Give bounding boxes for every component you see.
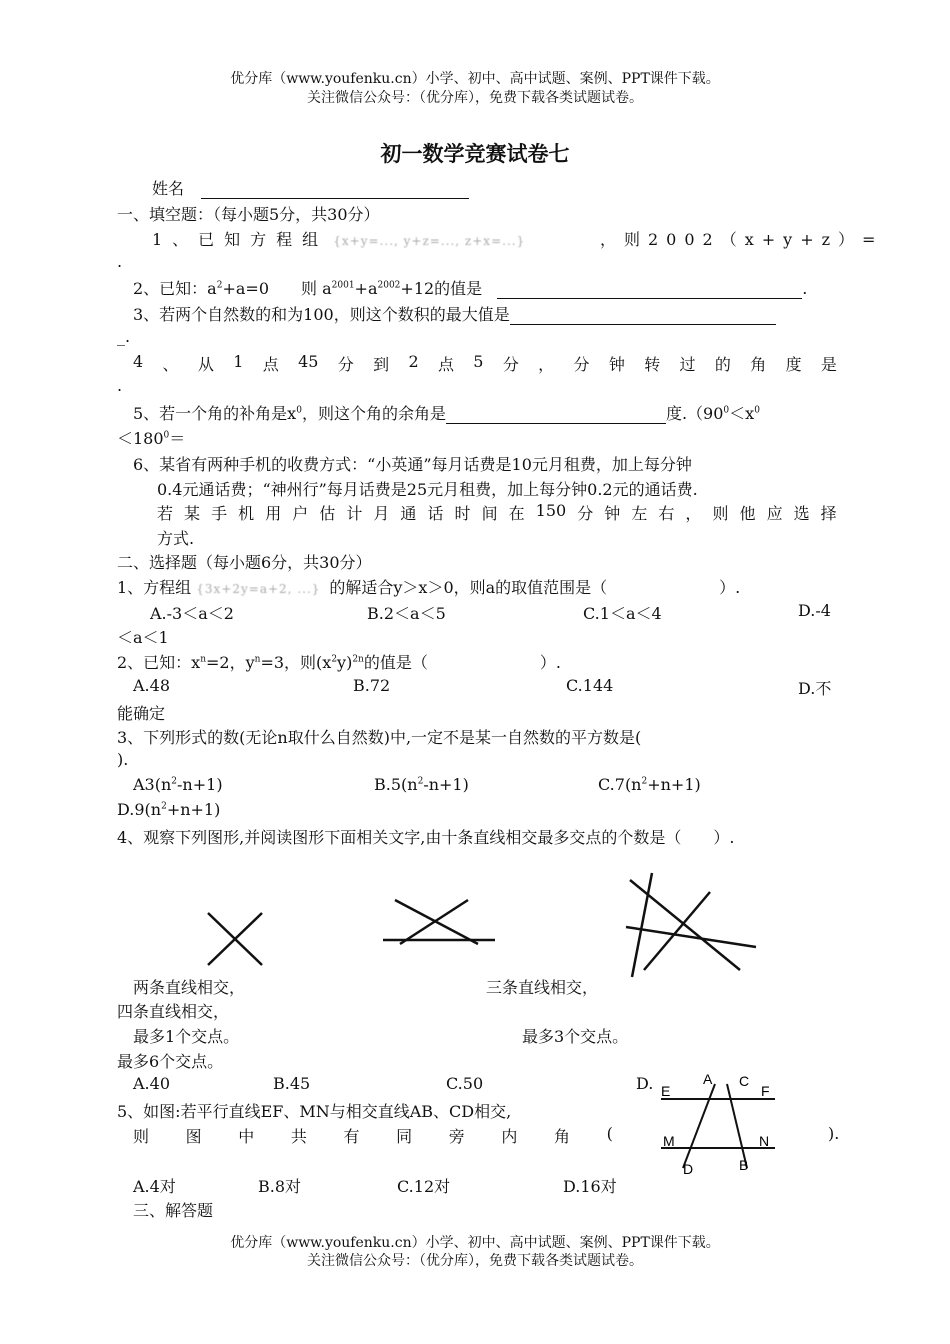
s1-q4-word-9: 点	[437, 355, 454, 374]
s2-q2-e4: 2n	[352, 654, 364, 665]
s2-q4-cap3: 四条直线相交，	[117, 1002, 230, 1021]
section2-heading: 二、选择题（每小题6分，共30分）	[117, 553, 372, 572]
s1-q5-exp3: 0	[754, 405, 760, 416]
s1-q4-word-20: 是	[820, 355, 837, 374]
s1-q4-word-11: 分	[502, 355, 519, 374]
s1-q4-word-8: 2	[408, 352, 419, 371]
s1-q6-word-8: 月	[373, 504, 390, 523]
label-f: F	[761, 1083, 770, 1099]
s2-q1-prefix: 1、方程组	[117, 578, 192, 597]
s1-q6-word-5: 户	[292, 504, 309, 523]
s2-q3-opt-a-tail: -n+1)	[177, 775, 223, 794]
s1-q6-word-3: 机	[238, 504, 255, 523]
s2-q5-opt-c: C.12对	[397, 1177, 451, 1196]
s1-q6-line4: 方式.	[157, 529, 195, 548]
s2-q1-suffix: 的解适合y＞x＞0，则a的取值范围是（ ）.	[329, 578, 741, 597]
s2-q3-opt-d-sq: 2	[161, 801, 167, 812]
s2-q2-e3: 2	[331, 654, 338, 665]
s1-q5-prefix: 5、若一个角的补角是x	[133, 404, 297, 423]
s1-q6-word-24: 择	[820, 504, 837, 523]
s2-q1	[117, 575, 740, 598]
s2-q5-word-2: 中	[238, 1127, 255, 1146]
s1-q6-word-6: 估	[319, 504, 336, 523]
s1-q4-word-5: 45	[298, 352, 319, 371]
s2-q4-opt-d: D.	[636, 1074, 654, 1093]
page-title: 初一数学竞赛试卷七	[380, 141, 570, 166]
s2-q3-opt-c-tail: +n+1)	[647, 775, 701, 794]
label-b: B	[739, 1157, 749, 1173]
s1-q1-trail: .	[117, 252, 123, 271]
s2-q3-opt-b-tail: -n+1)	[423, 775, 469, 794]
s2-q5-word-0: 则	[133, 1127, 150, 1146]
s1-q2-mid2: +a	[354, 279, 378, 298]
name-row	[152, 176, 469, 199]
s1-q6-line2: 0.4元通话费；“神州行”每月话费是25元月租费，加上每分钟0.2元的通话费.	[157, 480, 698, 499]
figure-four-lines-line-2	[630, 880, 740, 970]
s2-q5-opt-d: D.16对	[563, 1177, 617, 1196]
footer-line-2: 关注微信公众号：（优分库），免费下载各类试题试卷。	[307, 1253, 643, 1269]
label-n: N	[759, 1133, 770, 1149]
s2-q3-opt-d	[117, 800, 220, 819]
s1-q4-word-0: 4	[133, 352, 144, 371]
s1-q5-unit: 度.（90	[665, 404, 724, 423]
s1-q2-exp3: 2002	[377, 280, 401, 291]
s1-q6-word-4: 用	[265, 504, 282, 523]
s1-q4-word-13: 分	[573, 355, 590, 374]
s1-q6-word-1: 某	[184, 504, 201, 523]
s1-q4-word-19: 度	[785, 355, 802, 374]
s1-q6-word-14: 150	[535, 501, 567, 520]
s2-q2-m3: y)	[337, 653, 353, 672]
s1-q6-word-11: 时	[454, 504, 471, 523]
s1-q4-word-17: 的	[714, 355, 731, 374]
s2-q5-word-6: 旁	[448, 1127, 465, 1146]
s2-q1-wrap: ＜a＜1	[117, 628, 169, 647]
s1-q4-word-14: 钟	[608, 355, 625, 374]
s2-q5-opt-b: B.8对	[258, 1177, 302, 1196]
s1-q1-system-image: {x+y=..., y+z=..., z+x=...}	[333, 234, 526, 248]
s1-q6-word-15: 分	[577, 504, 594, 523]
s2-q4-opt-a: A.40	[133, 1074, 170, 1093]
s2-q1-opt-c: C.1＜a＜4	[583, 604, 662, 623]
s2-q5-word-1: 图	[185, 1127, 202, 1146]
s2-q2-m1: =2，y	[206, 653, 255, 672]
s2-q4-opt-c: C.50	[446, 1074, 484, 1093]
s2-q3-opt-b-sq: 2	[417, 776, 424, 787]
s1-q2-blank	[497, 282, 802, 299]
s1-q6-word-13: 在	[508, 504, 525, 523]
s1-q4	[133, 352, 837, 375]
s1-q5-lt: ＜x	[729, 404, 755, 423]
label-d: D	[683, 1161, 694, 1177]
s2-q2-opt-a: A.48	[133, 676, 170, 695]
s2-q3-opt-a-label: A3(n	[133, 775, 172, 794]
s1-q1-left: 1、已知方程组	[152, 230, 329, 249]
s1-q5-line2	[117, 426, 185, 449]
s1-q6-word-2: 手	[211, 504, 228, 523]
s1-q6-word-17: 左	[631, 504, 648, 523]
s2-q5-word-3: 共	[290, 1127, 307, 1146]
s1-q4-word-15: 转	[644, 355, 661, 374]
header-line-1: 优分库（www.youfenku.cn）小学、初中、高中试题、案例、PPT课件下载。	[230, 71, 720, 87]
s2-q3-opt-b	[374, 775, 469, 794]
s1-q4-word-4: 点	[262, 355, 279, 374]
footer-line-1: 优分库（www.youfenku.cn）小学、初中、高中试题、案例、PPT课件下载。	[230, 1235, 720, 1251]
s2-q5-word-4: 有	[343, 1127, 360, 1146]
name-label: 姓名	[152, 179, 185, 198]
section1-heading: 一、填空题：（每小题5分，共30分）	[117, 205, 380, 224]
s1-q4-word-3: 1	[233, 352, 244, 371]
s1-q4-word-10: 5	[473, 352, 484, 371]
s2-q3-opt-c	[598, 775, 701, 794]
s1-q5	[133, 401, 760, 424]
s2-q5-opt-a: A.4对	[133, 1177, 176, 1196]
s2-q1-opt-b: B.2＜a＜5	[367, 604, 446, 623]
s1-q6-word-20: 则	[712, 504, 729, 523]
s2-q4-cap1: 两条直线相交，	[133, 978, 246, 997]
s1-q4-word-7: 到	[373, 355, 390, 374]
s1-q2-exp1: 2	[216, 280, 223, 291]
s1-q6-word-19: ，	[685, 504, 702, 523]
s2-q3-opt-c-label: C.7(n	[598, 775, 642, 794]
s1-q4-word-18: 角	[750, 355, 767, 374]
label-c: C	[739, 1073, 750, 1089]
s2-q4-max1: 最多1个交点。	[133, 1027, 240, 1046]
label-a: A	[703, 1071, 713, 1087]
s2-q2-e2: n	[254, 654, 261, 665]
s1-q5-exp4: 0	[163, 430, 170, 441]
s2-q2-suffix: 的值是（ ）.	[363, 653, 561, 672]
s1-q4-word-1: 、	[162, 355, 179, 374]
figure-three-lines-line-3	[400, 900, 468, 944]
s1-q2-end: .	[802, 279, 808, 298]
s1-q6-word-12: 间	[481, 504, 498, 523]
s1-q6-word-22: 应	[766, 504, 783, 523]
s2-q4-max3: 最多6个交点。	[117, 1052, 224, 1071]
s2-q4-max2: 最多3个交点。	[522, 1027, 629, 1046]
s2-q5-word-8: 角	[554, 1127, 571, 1146]
label-m: M	[663, 1133, 675, 1149]
line-ad	[683, 1084, 715, 1168]
figure-four-lines	[610, 870, 770, 980]
s2-q5-word-7: 内	[501, 1127, 518, 1146]
s1-q6-word-9: 通	[400, 504, 417, 523]
s1-q4-word-16: 过	[679, 355, 696, 374]
s1-q6-line1: 6、某省有两种手机的收费方式：“小英通”每月话费是10元月租费，加上每分钟	[133, 455, 692, 474]
s1-q6-word-18: 右	[658, 504, 675, 523]
s2-q2-prefix: 2、已知：x	[117, 653, 201, 672]
s1-q6-word-10: 话	[427, 504, 444, 523]
s1-q1	[152, 227, 884, 250]
s2-q3-opt-c-sq: 2	[641, 776, 648, 787]
s1-q3	[133, 302, 776, 325]
s2-q5-close: ).	[828, 1124, 840, 1143]
s1-q4-word-12: ，	[538, 355, 555, 374]
s2-q4-cap2: 三条直线相交，	[486, 978, 599, 997]
s2-q2-opt-d: D.不	[798, 679, 832, 698]
s1-q2-suffix: +12的值是	[400, 279, 483, 298]
s1-q5-blank	[446, 407, 666, 424]
s1-q1-right: ，则2002（x+y+z）=	[600, 230, 884, 249]
s1-q6-word-16: 钟	[604, 504, 621, 523]
s2-q3-close: ).	[117, 750, 129, 769]
name-blank	[201, 182, 469, 199]
s1-q2-prefix: 2、已知：a	[133, 279, 217, 298]
s1-q4-trail: .	[117, 376, 123, 395]
s1-q2	[133, 276, 807, 299]
s2-q2-opt-b: B.72	[353, 676, 391, 695]
s2-q3-opt-d-label: D.9(n	[117, 800, 162, 819]
s1-q6-word-21: 他	[739, 504, 756, 523]
section3-heading: 三、解答题	[133, 1201, 214, 1220]
s1-q6-word-23: 选	[793, 504, 810, 523]
s2-q3-opt-a	[133, 775, 223, 794]
s2-q2-opt-c: C.144	[566, 676, 614, 695]
s1-q6-line3	[157, 501, 837, 524]
s2-q5-line2	[133, 1124, 613, 1147]
label-e: E	[661, 1083, 671, 1099]
s2-q2-wrap: 能确定	[117, 704, 166, 723]
s2-q1-opt-d: D.-4	[798, 601, 831, 620]
figure-three-lines-line-2	[395, 900, 478, 944]
s2-q2	[117, 650, 561, 673]
s2-q3-opt-a-sq: 2	[171, 776, 178, 787]
s2-q3-opt-d-tail: +n+1)	[166, 800, 221, 819]
line-cb	[727, 1084, 747, 1168]
s2-q5-line1: 5、如图:若平行直线EF、MN与相交直线AB、CD相交,	[117, 1102, 512, 1121]
s1-q4-word-2: 从	[197, 355, 214, 374]
s1-q3-blank	[510, 308, 776, 325]
figure-parallel-lines	[655, 1068, 780, 1178]
s1-q5-exp2: 0	[723, 405, 730, 416]
s1-q5-mid: ，则这个角的余角是	[301, 404, 446, 423]
header-line-2: 关注微信公众号：（优分库），免费下载各类试题试卷。	[307, 90, 643, 106]
s2-q3-text: 3、下列形式的数(无论n取什么自然数)中,一定不是某一自然数的平方数是(	[117, 728, 642, 747]
s2-q2-m2: =3，则(x	[260, 653, 332, 672]
s1-q2-mid: +a=0 则 a	[222, 279, 332, 298]
s1-q2-exp2: 2001	[331, 280, 355, 291]
s1-q6-word-7: 计	[346, 504, 363, 523]
s1-q5-eq: ＝	[169, 429, 186, 448]
s1-q5-line2-text: ＜180	[117, 429, 164, 448]
s2-q2-e1: n	[200, 654, 207, 665]
figure-three-lines	[380, 892, 498, 947]
s2-q1-opt-a: A.-3＜a＜2	[150, 604, 234, 623]
s1-q5-exp: 0	[296, 405, 302, 416]
s2-q5-word-9: (	[606, 1124, 613, 1143]
s1-q6-word-0: 若	[157, 504, 174, 523]
s2-q4-text: 4、观察下列图形,并阅读图形下面相关文字,由十条直线相交最多交点的个数是（ ）.	[117, 828, 735, 847]
s2-q3-opt-b-label: B.5(n	[374, 775, 418, 794]
s1-q4-word-6: 分	[337, 355, 354, 374]
s2-q1-system-image: {3x+2y=a+2, ...}	[196, 582, 321, 596]
s1-q3-trail: _.	[117, 327, 131, 346]
figure-two-lines	[200, 905, 270, 970]
s2-q4-opt-b: B.45	[273, 1074, 311, 1093]
s2-q5-word-5: 同	[396, 1127, 413, 1146]
s1-q3-text: 3、若两个自然数的和为100，则这个数积的最大值是	[133, 305, 510, 324]
